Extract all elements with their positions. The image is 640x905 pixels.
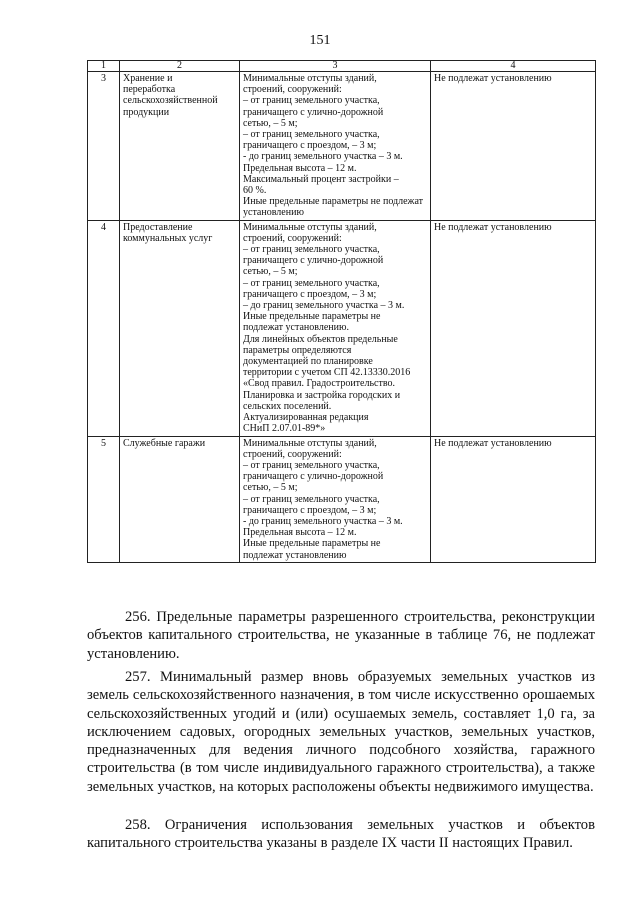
cell-line: коммунальных услуг: [123, 232, 213, 244]
cell-line: - до границ земельного участка – 3 м.: [243, 515, 403, 527]
cell-line: подлежат установлению: [243, 549, 347, 561]
cell-line: Иные предельные параметры не подлежат: [243, 196, 424, 208]
table-row: [88, 72, 596, 221]
cell-line: – от границ земельного участка,: [243, 244, 380, 256]
cell-line: сетью, – 5 м;: [243, 117, 298, 129]
cell-line: Минимальные отступы зданий,: [243, 73, 377, 84]
cell-line: Актуализированная редакция: [243, 412, 369, 424]
land-use-name: [120, 436, 240, 562]
cell-line: сетью, – 5 м;: [243, 482, 298, 494]
cell-line: территории с учетом СП 42.13330.2016: [243, 367, 411, 379]
cell-line: - до границ земельного участка – 3 м.: [243, 151, 403, 163]
cell-line: сельских поселений.: [243, 400, 332, 412]
row-note: Не подлежат установлению: [431, 72, 596, 221]
table-header-row: [88, 61, 596, 72]
row-note: Не подлежат установлению: [431, 436, 596, 562]
row-number: 4: [88, 220, 120, 436]
cell-line: документацией по планировке: [243, 356, 373, 368]
cell-line: Иные предельные параметры не: [243, 538, 381, 550]
cell-line: СНиП 2.07.01-89*»: [243, 423, 326, 435]
cell-line: подлежат установлению.: [243, 322, 349, 334]
row-number: 3: [88, 72, 120, 221]
cell-line: Минимальные отступы зданий,: [243, 221, 377, 233]
header-cell: 1: [88, 61, 120, 72]
cell-line: 60 %.: [243, 185, 267, 197]
paragraph-258: 258. Ограничения использования земельных участков и объектов капитального строительства указаны в разделе IX части II настоящих Правил.: [87, 817, 595, 852]
land-use-name: [120, 72, 240, 221]
cell-line: установлению: [243, 207, 304, 219]
header-cell: 3: [240, 61, 431, 72]
cell-line: Максимальный процент застройки –: [243, 173, 399, 185]
row-note: Не подлежат установлению: [431, 220, 596, 436]
cell-line: граничащего с улично-дорожной: [243, 255, 384, 267]
cell-line: – от границ земельного участка,: [243, 459, 380, 471]
table-row: [88, 436, 596, 562]
cell-line: строений, сооружений:: [243, 84, 342, 96]
cell-line: граничащего с проездом, – 3 м;: [243, 504, 377, 516]
cell-line: Служебные гаражи: [123, 437, 206, 449]
cell-line: Предельная высота – 12 м.: [243, 527, 357, 539]
cell-line: сельскохозяйственной: [123, 95, 218, 107]
cell-line: – от границ земельного участка,: [243, 95, 380, 107]
cell-line: Минимальные отступы зданий,: [243, 437, 377, 449]
land-use-name: [120, 220, 240, 436]
cell-line: Иные предельные параметры не: [243, 311, 381, 323]
paragraph-257: 257. Минимальный размер вновь образуемых земельных участков из земель сельскохозяйственного назначения, в том числе искусственно орошаемых сельскохозяйственных угодий и (или) осушаемых земель, составляет 1,0 га, за исключением садовых, огородных земельных участков, земельных участков, предназначенных для ведения личного подсобного хозяйства, гаражного строительства (в том числе индивидуального гаражного строительства), а также земельных участков, на которых расположены объекты недвижимого имущества.: [87, 669, 595, 795]
cell-line: Для линейных объектов предельные: [243, 333, 398, 345]
paragraph-256: 256. Предельные параметры разрешенного строительства, реконструкции объектов капитального строительства, не указанные в таблице 76, не подлежат установлению.: [87, 609, 595, 662]
cell-line: строений, сооружений:: [243, 232, 342, 244]
header-cell: 2: [120, 61, 240, 72]
cell-line: граничащего с улично-дорожной: [243, 471, 384, 483]
limit-parameters: [240, 436, 431, 562]
cell-line: Планировка и застройка городских и: [243, 389, 401, 401]
cell-line: – от границ земельного участка,: [243, 277, 380, 289]
header-cell: 4: [431, 61, 596, 72]
regulations-table: [87, 60, 596, 563]
cell-line: – до границ земельного участка – 3 м.: [243, 300, 405, 312]
limit-parameters: [240, 220, 431, 436]
cell-line: сетью, – 5 м;: [243, 266, 298, 278]
page-number: 151: [309, 33, 331, 48]
cell-line: – от границ земельного участка,: [243, 129, 380, 141]
cell-line: – от границ земельного участка,: [243, 493, 380, 505]
cell-line: Предельная высота – 12 м.: [243, 162, 357, 174]
cell-line: граничащего с проездом, – 3 м;: [243, 140, 377, 152]
cell-line: переработка: [123, 84, 176, 96]
cell-line: граничащего с улично-дорожной: [243, 106, 384, 118]
cell-line: Предоставление: [123, 221, 193, 233]
cell-line: продукции: [123, 106, 170, 118]
cell-line: строений, сооружений:: [243, 448, 342, 460]
limit-parameters: [240, 72, 431, 221]
table-row: [88, 220, 596, 436]
cell-line: Хранение и: [123, 73, 173, 84]
cell-line: граничащего с проездом, – 3 м;: [243, 288, 377, 300]
cell-line: «Свод правил. Градостроительство.: [243, 378, 396, 390]
cell-line: параметры определяются: [243, 344, 352, 356]
row-number: 5: [88, 436, 120, 562]
